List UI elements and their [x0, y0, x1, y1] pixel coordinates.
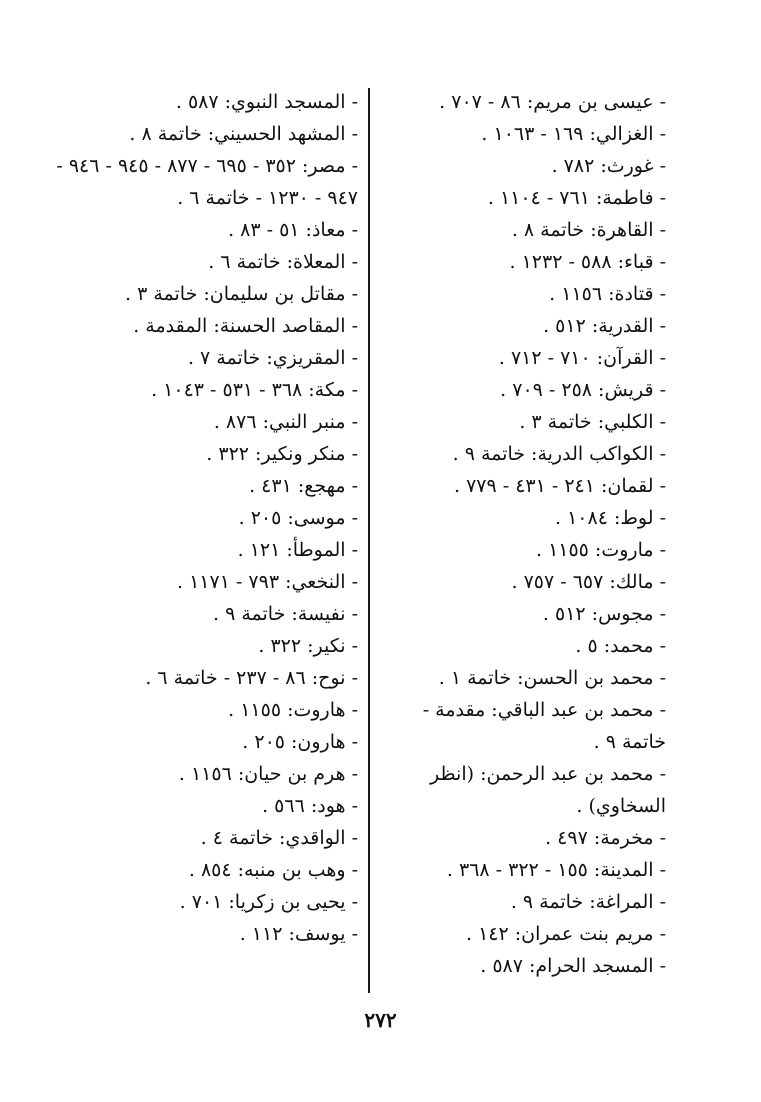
index-entry-text: - المشهد الحسيني: خاتمة ٨ .	[129, 123, 358, 145]
index-entry-text: - مالك: ٦٥٧ - ٧٥٧ .	[511, 571, 666, 593]
index-entry-text: - لقمان: ٢٤١ - ٤٣١ - ٧٧٩ .	[454, 475, 666, 497]
index-entry	[28, 726, 358, 758]
index-entry-text: - المقاصد الحسنة: المقدمة .	[133, 315, 358, 337]
index-entry	[381, 470, 666, 502]
index-entry	[381, 438, 666, 470]
index-entry-text: - المدينة: ١٥٥ - ٣٢٢ - ٣٦٨ .	[446, 859, 666, 881]
index-entry	[28, 694, 358, 726]
index-entry-text: - المراغة: خاتمة ٩ .	[510, 891, 666, 913]
index-entry	[28, 822, 358, 854]
index-entry	[28, 214, 358, 246]
index-entry-text: - نكير: ٣٢٢ .	[258, 635, 358, 657]
index-entry-text: - موسى: ٢٠٥ .	[238, 507, 358, 529]
index-entry	[28, 246, 358, 278]
index-entry-text: - يوسف: ١١٢ .	[239, 923, 358, 945]
index-column-left	[28, 86, 358, 950]
index-entry-text: - مهجع: ٤٣١ .	[249, 475, 358, 497]
index-entry-text: - منكر ونكير: ٣٢٢ .	[206, 443, 358, 465]
index-entry-text: - محمد بن عبد الباقي: مقدمة - خاتمة ٩ .	[422, 699, 666, 753]
index-entry	[381, 758, 666, 822]
index-entry-text: - هود: ٥٦٦ .	[262, 795, 358, 817]
index-entry	[28, 790, 358, 822]
index-entry-text: - مقاتل بن سليمان: خاتمة ٣ .	[124, 283, 358, 305]
index-entry	[28, 118, 358, 150]
index-entry	[381, 310, 666, 342]
index-entry	[381, 950, 666, 982]
index-entry	[28, 566, 358, 598]
index-entry-text: - غورث: ٧٨٢ .	[551, 155, 666, 177]
index-entry-text: - القرآن: ٧١٠ - ٧١٢ .	[498, 347, 666, 369]
index-entry-text: - مريم بنت عمران: ١٤٢ .	[465, 923, 666, 945]
index-entry	[381, 182, 666, 214]
index-entry-text: - قباء: ٥٨٨ - ١٢٣٢ .	[509, 251, 666, 273]
index-entry	[28, 342, 358, 374]
index-entry	[28, 470, 358, 502]
index-entry	[28, 86, 358, 118]
index-entry-text: - المقريزي: خاتمة ٧ .	[187, 347, 358, 369]
page-number: ٢٧٢	[364, 1008, 397, 1032]
index-entry-text: - ماروت: ١١٥٥ .	[535, 539, 666, 561]
index-entry	[28, 918, 358, 950]
index-entry	[28, 438, 358, 470]
index-entry-text: - وهب بن منبه: ٨٥٤ .	[188, 859, 358, 881]
index-entry	[381, 854, 666, 886]
index-entry-text: - المعلاة: خاتمة ٦ .	[208, 251, 358, 273]
index-entry-text: - النخعي: ٧٩٣ - ١١٧١ .	[176, 571, 358, 593]
index-entry	[28, 310, 358, 342]
index-entry	[381, 886, 666, 918]
index-entry	[28, 886, 358, 918]
index-entry-text: - نوح: ٨٦ - ٢٣٧ - خاتمة ٦ .	[145, 667, 358, 689]
index-entry-text: - نفيسة: خاتمة ٩ .	[212, 603, 358, 625]
index-entry	[381, 694, 666, 758]
index-entry	[381, 278, 666, 310]
index-entry	[381, 598, 666, 630]
index-entry-text: - الكلبي: خاتمة ٣ .	[519, 411, 666, 433]
index-entry	[381, 118, 666, 150]
index-entry-text: - يحيى بن زكريا: ٧٠١ .	[179, 891, 358, 913]
index-entry-text: - المسجد الحرام: ٥٨٧ .	[480, 955, 666, 977]
index-entry	[381, 502, 666, 534]
index-entry	[381, 822, 666, 854]
index-entry	[381, 246, 666, 278]
index-entry	[381, 406, 666, 438]
index-entry	[28, 502, 358, 534]
index-entry	[381, 374, 666, 406]
index-entry-text: - القاهرة: خاتمة ٨ .	[511, 219, 666, 241]
index-entry-text: - هارون: ٢٠٥ .	[242, 731, 358, 753]
index-entry	[381, 566, 666, 598]
index-entry-text: - لوط: ١٠٨٤ .	[555, 507, 666, 529]
index-entry-text: - مكة: ٣٦٨ - ٥٣١ - ١٠٤٣ .	[151, 379, 358, 401]
index-entry	[381, 150, 666, 182]
index-entry-text: - عيسى بن مريم: ٨٦ - ٧٠٧ .	[439, 91, 666, 113]
index-entry	[381, 342, 666, 374]
index-entry	[28, 598, 358, 630]
index-entry	[381, 918, 666, 950]
index-entry-text: - مجوس: ٥١٢ .	[542, 603, 666, 625]
column-divider	[368, 88, 370, 993]
index-entry-text: - الغزالي: ١٦٩ - ١٠٦٣ .	[481, 123, 666, 145]
index-entry-text: - منبر النبي: ٨٧٦ .	[213, 411, 358, 433]
index-entry	[28, 854, 358, 886]
index-entry-text: - محمد بن عبد الرحمن: (انظر السخاوي) .	[429, 763, 666, 817]
index-entry-text: - هرم بن حيان: ١١٥٦ .	[178, 763, 358, 785]
index-entry	[381, 534, 666, 566]
index-entry	[381, 86, 666, 118]
index-entry	[28, 758, 358, 790]
index-entry	[381, 630, 666, 662]
index-entry	[381, 662, 666, 694]
index-entry	[28, 534, 358, 566]
index-entry-text: - هاروت: ١١٥٥ .	[228, 699, 358, 721]
index-entry-text: - محمد بن الحسن: خاتمة ١ .	[438, 667, 666, 689]
index-entry-text: - المسجد النبوي: ٥٨٧ .	[175, 91, 358, 113]
index-entry-text: - قريش: ٢٥٨ - ٧٠٩ .	[500, 379, 666, 401]
index-entry	[28, 150, 358, 214]
index-entry-text: - الواقدي: خاتمة ٤ .	[200, 827, 358, 849]
index-entry	[28, 374, 358, 406]
index-entry-text: - قتادة: ١١٥٦ .	[549, 283, 666, 305]
index-entry-text: - محمد: ٥ .	[575, 635, 666, 657]
index-entry-text: - القدرية: ٥١٢ .	[543, 315, 666, 337]
index-entry-text: - مخرمة: ٤٩٧ .	[545, 827, 666, 849]
index-entry	[28, 630, 358, 662]
index-entry	[381, 214, 666, 246]
index-entry-text: - الكواكب الدرية: خاتمة ٩ .	[452, 443, 666, 465]
index-column-right	[381, 86, 666, 982]
index-entry	[28, 406, 358, 438]
index-entry	[28, 278, 358, 310]
index-entry	[28, 662, 358, 694]
index-entry-text: - مصر: ٣٥٢ - ٦٩٥ - ٨٧٧ - ٩٤٥ - ٩٤٦ - ٩٤٧ - ١٢٣٠ - خاتمة ٦ .	[56, 155, 358, 209]
index-entry-text: - معاذ: ٥١ - ٨٣ .	[228, 219, 358, 241]
index-entry-text: - الموطأ: ١٢١ .	[237, 539, 358, 561]
index-entry-text: - فاطمة: ٧٦١ - ١١٠٤ .	[487, 187, 666, 209]
